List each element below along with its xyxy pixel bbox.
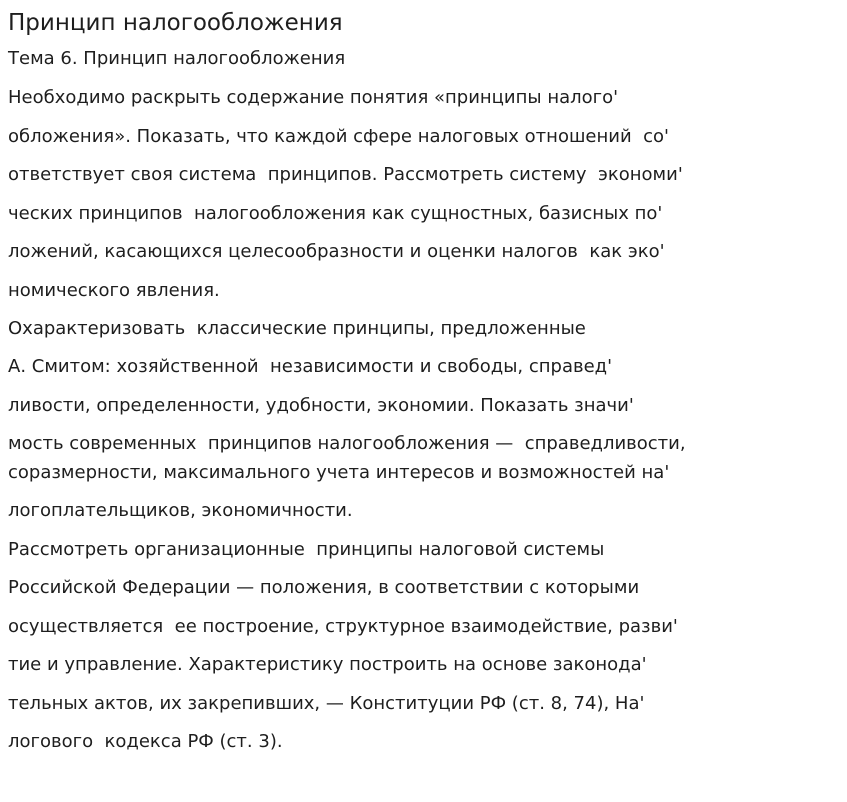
text-line: Рассмотреть организационные принципы налоговой системы <box>8 539 605 560</box>
text-line: Российской Федерации — положения, в соответствии с которыми <box>8 577 640 598</box>
text-line: логового кодекса РФ (ст. 3). <box>8 731 283 752</box>
text-line: обложения». Показать, что каждой сфере налоговых отношений со' <box>8 126 669 147</box>
text-line: Охарактеризовать классические принципы, предложенные <box>8 318 586 339</box>
text-line: ческих принципов налогообложения как сущностных, базисных по' <box>8 203 663 224</box>
text-line: осуществляется ее построение, структурное взаимодействие, разви' <box>8 616 678 637</box>
text-line: тие и управление. Характеристику построить на основе законода' <box>8 654 647 675</box>
page-title: Принцип налогообложения <box>8 10 343 36</box>
text-line: ложений, касающихся целесообразности и оценки налогов как эко' <box>8 241 665 262</box>
text-line: соразмерности, максимального учета интересов и возможностей на' <box>8 462 670 483</box>
text-line: логоплательщиков, экономичности. <box>8 500 353 521</box>
text-line: ответствует своя система принципов. Рассмотреть систему экономи' <box>8 164 683 185</box>
text-line: Необходимо раскрыть содержание понятия «принципы налого' <box>8 87 619 108</box>
text-line: мость современных принципов налогообложения — справедливости, <box>8 433 686 454</box>
text-line: ливости, определенности, удобности, экономии. Показать значи' <box>8 395 634 416</box>
text-line: тельных актов, их закрепивших, — Конституции РФ (ст. 8, 74), На' <box>8 693 645 714</box>
text-line: номического явления. <box>8 280 220 301</box>
section-heading: Тема 6. Принцип налогообложения <box>8 48 346 69</box>
text-line: А. Смитом: хозяйственной независимости и свободы, справед' <box>8 356 613 377</box>
